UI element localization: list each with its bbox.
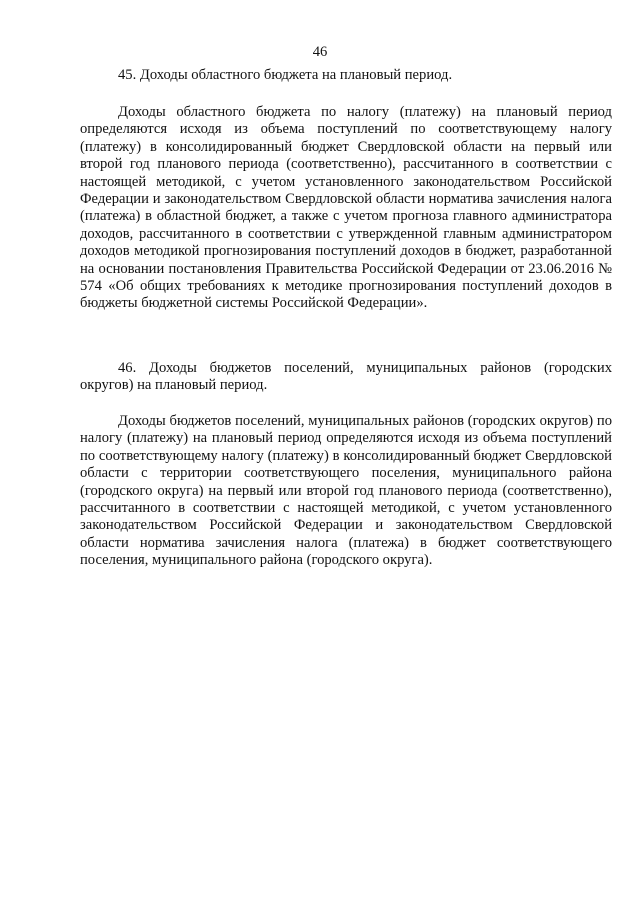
section-45-body-block: [80, 104, 612, 313]
page-number: 46: [312, 44, 328, 60]
section-heading: 45. Доходы областного бюджета на плановый период.: [118, 67, 453, 83]
section-heading: 46. Доходы бюджетов поселений, муниципальных районов (городских округов) на плановый период.: [80, 360, 612, 394]
section-paragraph: Доходы бюджетов поселений, муниципальных районов (городских округов) по налогу (платежу) на плановый период определяются исходя из объема поступлений по соответствующему налогу (платежу) в консолидированный бюджет Свердловской области с территории соответствующего поселения, муниципального района (городского округа) на первый или второй год планового периода (соответственно), рассчитанного в соответствии с настоящей методикой, с учетом установленного законодательством Российской Федерации и законодательством Свердловской области норматива зачисления налога (платежа) в бюджет соответствующего поселения, муниципального района (городского округа).: [80, 413, 612, 569]
section-paragraph: Доходы областного бюджета по налогу (платежу) на плановый период определяются исходя из объема поступлений по соответствующему налогу (платежу) в консолидированный бюджет Свердловской области на первый или второй год планового периода (соответственно), рассчитанного в соответствии с настоящей методикой, с учетом установленного законодательством Российской Федерации и законодательством Свердловской области норматива зачисления налога (платежа) в областной бюджет, а также с учетом прогноза главного администратора доходов, рассчитанного в соответствии с утвержденной главным администратором доходов методикой прогнозирования поступлений доходов в бюджет, разработанной на основании постановления Правительства Российской Федерации от 23.06.2016 № 574 «Об общих требованиях к методике прогнозирования поступлений доходов в бюджеты бюджетной системы Российской Федерации».: [80, 104, 612, 312]
section-46-heading-block: [80, 360, 612, 395]
section-45-heading-block: [80, 67, 612, 84]
section-46-body-block: [80, 413, 612, 570]
